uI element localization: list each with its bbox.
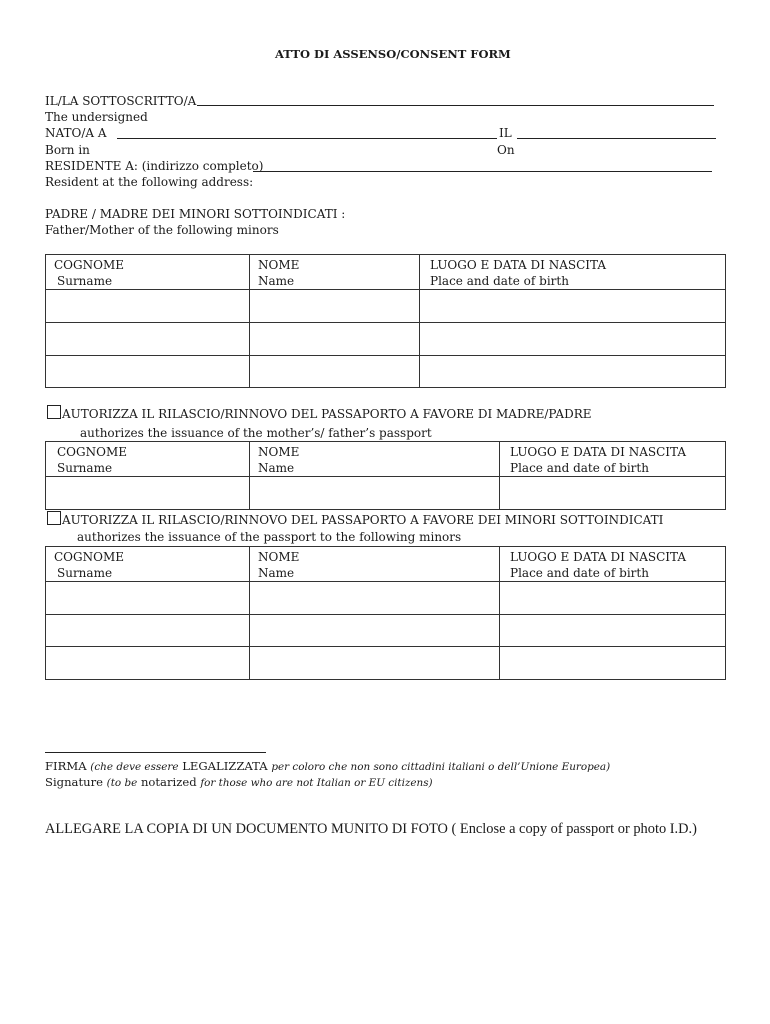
signature-label-it: FIRMA (che deve essere LEGALIZZATA per coloro che non sono cittadini italiani o dell’Unione Europea) xyxy=(45,759,611,773)
form-title: ATTO DI ASSENSO/CONSENT FORM xyxy=(275,47,511,61)
header-birth: LUOGO E DATA DI NASCITA Place and date of birth xyxy=(420,255,726,290)
header-name: NOME Name xyxy=(250,255,420,290)
table-header-row xyxy=(46,255,726,290)
name-cell[interactable] xyxy=(250,647,500,680)
header-surname: COGNOME Surname xyxy=(46,255,250,290)
parent-passport-checkbox[interactable] xyxy=(47,405,61,419)
birth-cell[interactable] xyxy=(420,290,726,323)
name-cell[interactable] xyxy=(250,477,500,510)
on-label: IL xyxy=(499,126,512,140)
on-label-en: On xyxy=(497,143,515,157)
header-birth: LUOGO E DATA DI NASCITA Place and date of birth xyxy=(500,442,726,477)
birth-cell[interactable] xyxy=(500,647,726,680)
table-row xyxy=(46,582,726,615)
name-cell[interactable] xyxy=(250,356,420,388)
birth-cell[interactable] xyxy=(420,323,726,356)
name-cell[interactable] xyxy=(250,323,420,356)
table-header-row xyxy=(46,442,726,477)
signature-label-en: Signature (to be notarized for those who are not Italian or EU citizens) xyxy=(45,775,433,789)
surname-cell[interactable] xyxy=(46,647,250,680)
resident-address-field[interactable] xyxy=(253,171,712,172)
surname-cell[interactable] xyxy=(46,582,250,615)
resident-label: RESIDENTE A: (indirizzo completo) xyxy=(45,159,264,173)
undersigned-label-en: The undersigned xyxy=(45,110,148,124)
undersigned-label: IL/LA SOTTOSCRITTO/A xyxy=(45,94,197,108)
minors-passport-checkbox[interactable] xyxy=(47,511,61,525)
minors-passport-label: AUTORIZZA IL RILASCIO/RINNOVO DEL PASSAPORTO A FAVORE DEI MINORI SOTTOINDICATI xyxy=(62,513,664,527)
minors-passport-label-en: authorizes the issuance of the passport to the following minors xyxy=(77,530,462,544)
table-row xyxy=(46,615,726,647)
header-birth: LUOGO E DATA DI NASCITA Place and date of birth xyxy=(500,547,726,582)
surname-cell[interactable] xyxy=(46,477,250,510)
parent-passport-label-en: authorizes the issuance of the mother’s/ father’s passport xyxy=(80,426,432,440)
birth-cell[interactable] xyxy=(420,356,726,388)
born-place-field[interactable] xyxy=(117,138,497,139)
surname-cell[interactable] xyxy=(46,615,250,647)
birth-cell[interactable] xyxy=(500,615,726,647)
header-surname: COGNOME Surname xyxy=(46,547,250,582)
surname-cell[interactable] xyxy=(46,356,250,388)
header-surname: COGNOME Surname xyxy=(46,442,250,477)
birth-cell[interactable] xyxy=(500,582,726,615)
born-label: NATO/A A xyxy=(45,126,107,140)
minors-passport-table xyxy=(45,546,726,680)
header-name: NOME Name xyxy=(250,547,500,582)
parent-of-minors-label: PADRE / MADRE DEI MINORI SOTTOINDICATI : xyxy=(45,207,346,221)
name-cell[interactable] xyxy=(250,615,500,647)
table-header-row xyxy=(46,547,726,582)
enclose-id-note: ALLEGARE LA COPIA DI UN DOCUMENTO MUNITO DI FOTO ( Enclose a copy of passport or photo I.D.) xyxy=(45,821,697,837)
surname-cell[interactable] xyxy=(46,323,250,356)
born-date-field[interactable] xyxy=(517,138,716,139)
parent-of-minors-label-en: Father/Mother of the following minors xyxy=(45,223,279,237)
name-cell[interactable] xyxy=(250,582,500,615)
name-cell[interactable] xyxy=(250,290,420,323)
minors-table xyxy=(45,254,726,388)
table-row xyxy=(46,323,726,356)
birth-cell[interactable] xyxy=(500,477,726,510)
born-label-en: Born in xyxy=(45,143,90,157)
surname-cell[interactable] xyxy=(46,290,250,323)
resident-label-en: Resident at the following address: xyxy=(45,175,254,189)
table-row xyxy=(46,647,726,680)
header-name: NOME Name xyxy=(250,442,500,477)
undersigned-field[interactable] xyxy=(197,105,714,106)
table-row xyxy=(46,356,726,388)
parent-table xyxy=(45,441,726,510)
table-row xyxy=(46,290,726,323)
signature-line[interactable] xyxy=(45,752,266,753)
parent-passport-label: AUTORIZZA IL RILASCIO/RINNOVO DEL PASSAPORTO A FAVORE DI MADRE/PADRE xyxy=(62,407,592,421)
table-row xyxy=(46,477,726,510)
